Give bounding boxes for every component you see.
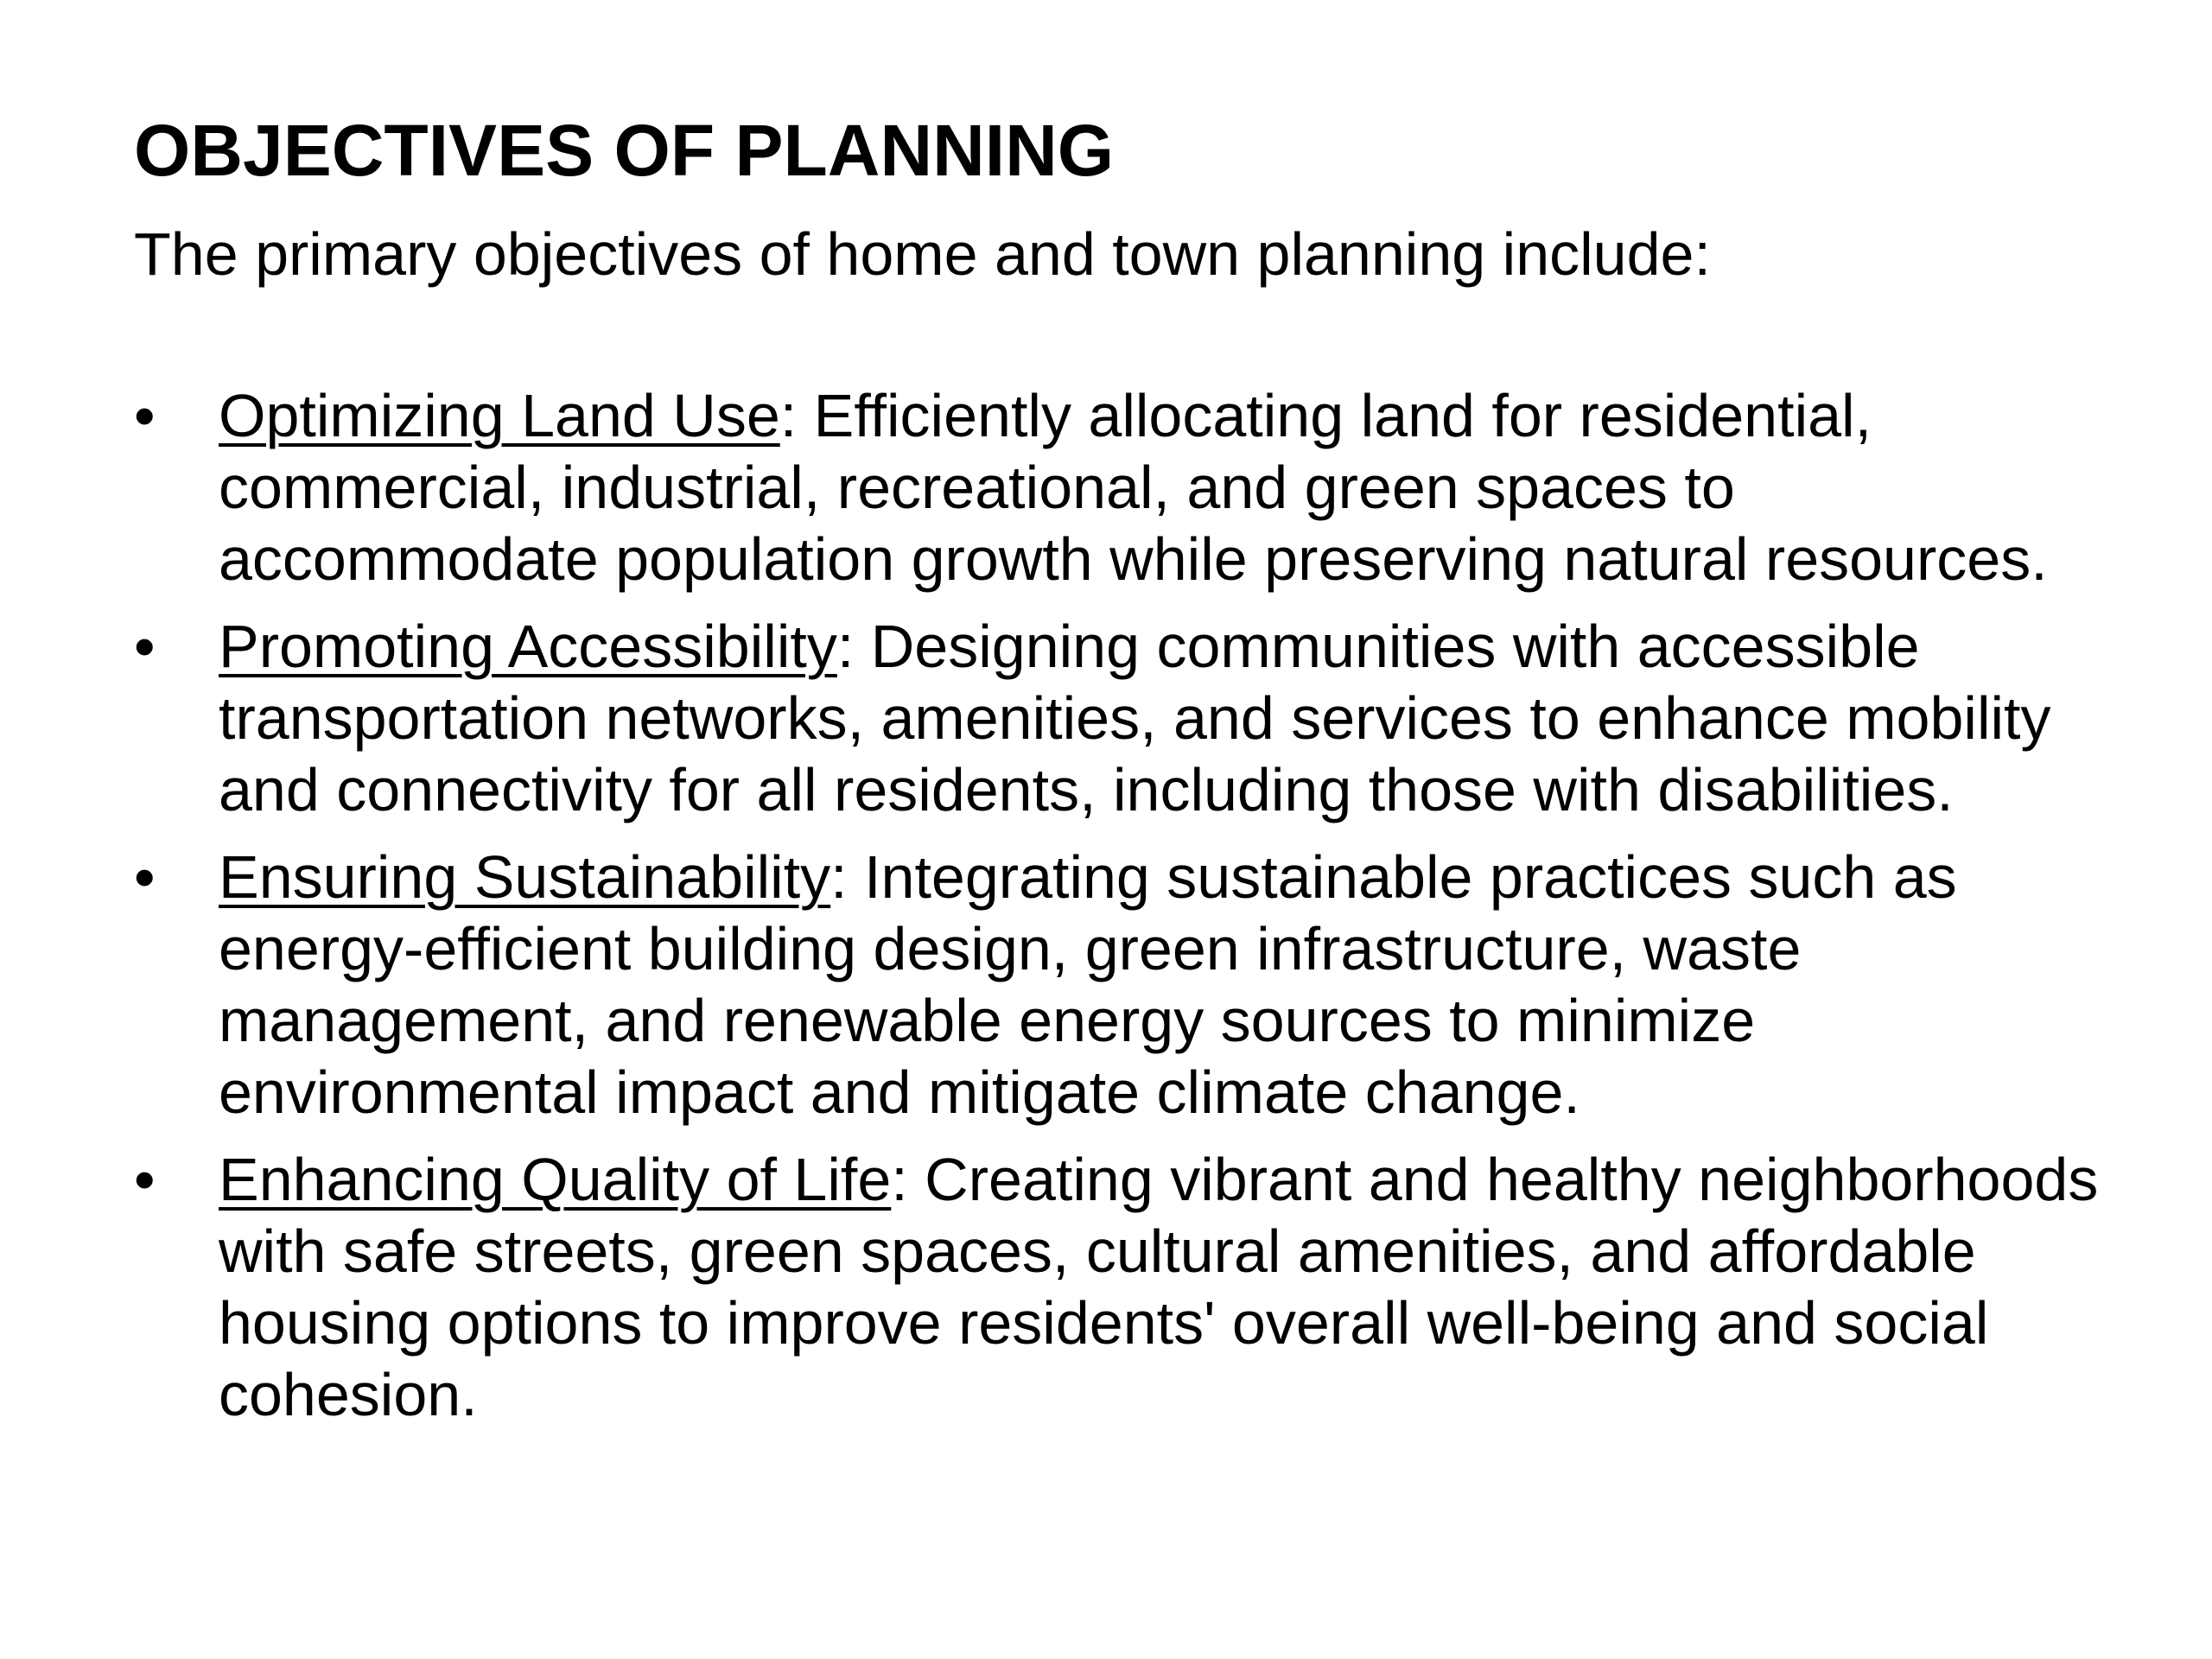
objective-term: Promoting Accessibility — [219, 613, 837, 680]
bullet-icon: • — [134, 613, 156, 680]
slide-intro: The primary objectives of home and town planning include: — [134, 220, 1711, 288]
objective-term: Optimizing Land Use — [219, 382, 780, 449]
bullet-icon: • — [134, 1146, 156, 1213]
slide-title: OBJECTIVES OF PLANNING — [134, 110, 1115, 191]
objective-term: Ensuring Sustainability — [219, 843, 831, 911]
objective-item-accessibility — [134, 611, 2104, 826]
objective-description: : Designing communities with accessible transportation networks, amenities, and services to enhance mobility and connectivity for all residents, including those with disabilities. — [219, 613, 2051, 823]
bullet-icon: • — [134, 382, 156, 449]
objective-item-quality-of-life — [134, 1144, 2104, 1431]
objective-description: : Creating vibrant and healthy neighborhoods with safe streets, green spaces, cultural amenities, and affordable housing options to improve residents' overall well-being and social cohesion. — [219, 1146, 2099, 1428]
bullet-icon: • — [134, 843, 156, 911]
objective-item-sustainability — [134, 842, 2104, 1128]
objective-item-land-use — [134, 380, 2104, 595]
objective-description: : Integrating sustainable practices such as energy-efficient building design, green infrastructure, waste management, and renewable energy sources to minimize environmental impact and mitigate climate change. — [219, 843, 1957, 1126]
objective-term: Enhancing Quality of Life — [219, 1146, 892, 1213]
objective-description: : Efficiently allocating land for residential, commercial, industrial, recreational, and green spaces to accommodate population growth while preserving natural resources. — [219, 382, 2048, 593]
objectives-list — [134, 380, 2104, 1446]
